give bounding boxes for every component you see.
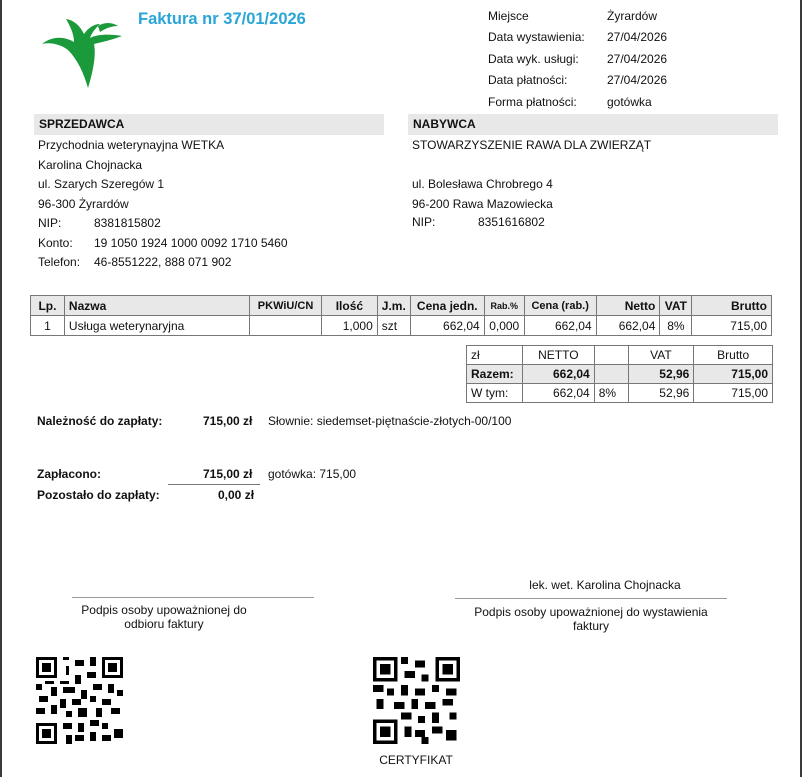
summary-header-vat: VAT	[628, 346, 694, 365]
items-table	[30, 295, 772, 336]
summary-breakdown-row	[467, 384, 773, 403]
summary-breakdown-vat: 52,96	[628, 384, 694, 403]
col-header-vat: VAT	[660, 296, 692, 316]
cell-discount: 0,000	[484, 316, 524, 336]
col-header-name: Nazwa	[64, 296, 249, 316]
seller-account: 19 1050 1924 1000 0092 1710 5460	[94, 235, 288, 250]
col-header-gross: Brutto	[692, 296, 772, 316]
meta-row-place	[488, 8, 788, 29]
seller-account-label: Konto:	[38, 235, 73, 250]
certificate-qr-code-icon	[373, 657, 460, 744]
signature-line-receiver	[72, 597, 314, 598]
summary-breakdown-gross: 715,00	[694, 384, 773, 403]
summary-breakdown-rate: 8%	[594, 384, 628, 403]
buyer-city: 96-200 Rawa Mazowiecka	[412, 196, 553, 211]
vat-summary-table	[466, 345, 773, 403]
seller-phone: 46-8551222, 888 071 902	[94, 255, 232, 269]
certificate-label: CERTYFIKAT	[379, 753, 453, 767]
items-header-row	[31, 296, 772, 316]
meta-row-payment-method	[488, 94, 788, 115]
seller-city: 96-300 Żyrardów	[38, 196, 129, 211]
meta-label: Miejsce	[488, 9, 529, 23]
buyer-block	[412, 136, 772, 230]
signature-line-issuer	[455, 598, 727, 599]
meta-row-issue-date	[488, 29, 788, 50]
seller-street: ul. Szarych Szeregów 1	[38, 177, 165, 191]
amount-due-value: 715,00 zł	[203, 414, 253, 428]
paid-method: gotówka: 715,00	[268, 467, 357, 481]
seller-person: Karolina Chojnacka	[38, 157, 143, 172]
summary-total-net: 662,04	[522, 365, 594, 384]
meta-row-service-date	[488, 51, 788, 72]
amount-in-words: Słownie: siedemset-piętnaście-złotych-00/100	[268, 414, 512, 428]
clinic-logo-icon	[38, 14, 138, 94]
buyer-name: STOWARZYSZENIE RAWA DLA ZWIERZĄT	[412, 138, 652, 152]
seller-phone-label: Telefon:	[38, 255, 81, 269]
col-header-net: Netto	[596, 296, 660, 316]
invoice-meta	[488, 8, 788, 115]
cell-gross: 715,00	[692, 316, 772, 336]
seller-nip: 8381815802	[94, 216, 161, 230]
remaining-label: Pozostało do zapłaty:	[37, 488, 160, 502]
table-row	[31, 316, 772, 336]
signature-caption-issuer: Podpis osoby upoważnionej do wystawienia faktury	[474, 605, 708, 633]
paid-underline	[168, 484, 260, 485]
col-header-unit-price: Cena jedn.	[410, 296, 484, 316]
summary-total-blank	[594, 365, 628, 384]
meta-value: 27/04/2026	[607, 51, 668, 66]
meta-label: Data wystawienia:	[488, 30, 585, 45]
summary-total-label: Razem:	[467, 365, 523, 384]
cell-vat: 8%	[660, 316, 692, 336]
summary-header-blank	[594, 346, 628, 365]
col-header-lp: Lp.	[31, 296, 65, 316]
col-header-qty: Ilość	[322, 296, 378, 316]
cell-name: Usługa weterynaryjna	[64, 316, 249, 336]
buyer-spacer	[412, 156, 772, 176]
cell-pkwiu	[250, 316, 322, 336]
col-header-pkwiu: PKWiU/CN	[250, 296, 322, 316]
meta-label: Data płatności:	[488, 73, 568, 88]
cell-net: 662,04	[596, 316, 660, 336]
seller-heading: SPRZEDAWCA	[34, 114, 384, 135]
summary-total-gross: 715,00	[694, 365, 773, 384]
col-header-unit: J.m.	[377, 296, 410, 316]
summary-currency: zł	[467, 346, 523, 365]
summary-breakdown-net: 662,04	[522, 384, 594, 403]
issuer-name: lek. wet. Karolina Chojnacka	[529, 578, 681, 592]
summary-total-vat: 52,96	[628, 365, 694, 384]
seller-nip-row	[38, 214, 388, 234]
buyer-street: ul. Bolesława Chrobrego 4	[412, 177, 553, 191]
left-frame-border	[0, 0, 2, 777]
amount-due-label: Należność do zapłaty:	[37, 414, 163, 428]
summary-header-gross: Brutto	[694, 346, 773, 365]
signature-caption-receiver: Podpis osoby upoważnionej do odbioru faktury	[81, 603, 247, 631]
meta-value: 27/04/2026	[607, 73, 668, 88]
qr-code-icon	[36, 657, 123, 744]
buyer-nip-label: NIP:	[412, 215, 436, 229]
meta-row-payment-date	[488, 72, 788, 93]
cell-discounted-price: 662,04	[524, 316, 596, 336]
buyer-heading: NABYWCA	[408, 114, 778, 135]
buyer-nip: 8351616802	[478, 215, 545, 229]
remaining-amount: 0,00 zł	[218, 488, 255, 502]
invoice-title: Faktura nr 37/01/2026	[138, 10, 306, 28]
meta-value: gotówka	[607, 94, 652, 109]
meta-label: Forma płatności:	[488, 94, 577, 109]
seller-phone-row	[38, 253, 388, 273]
summary-header-row	[467, 346, 773, 365]
paid-label: Zapłacono:	[37, 467, 102, 481]
seller-nip-label: NIP:	[38, 216, 62, 230]
seller-account-row	[38, 234, 388, 254]
summary-breakdown-label: W tym:	[467, 384, 523, 403]
cell-unit-price: 662,04	[410, 316, 484, 336]
cell-unit: szt	[377, 316, 410, 336]
cell-lp: 1	[31, 316, 65, 336]
meta-value: Żyrardów	[607, 9, 658, 23]
buyer-nip-row	[412, 214, 772, 230]
paid-amount: 715,00 zł	[203, 467, 253, 481]
col-header-discount: Rab.%	[484, 296, 524, 316]
meta-label: Data wyk. usługi:	[488, 51, 579, 66]
summary-header-net: NETTO	[522, 346, 594, 365]
cell-qty: 1,000	[322, 316, 378, 336]
seller-name: Przychodnia weterynayjna WETKA	[38, 138, 225, 152]
summary-total-row	[467, 365, 773, 384]
seller-block	[38, 136, 388, 273]
meta-value: 27/04/2026	[607, 30, 668, 45]
col-header-discounted-price: Cena (rab.)	[524, 296, 596, 316]
